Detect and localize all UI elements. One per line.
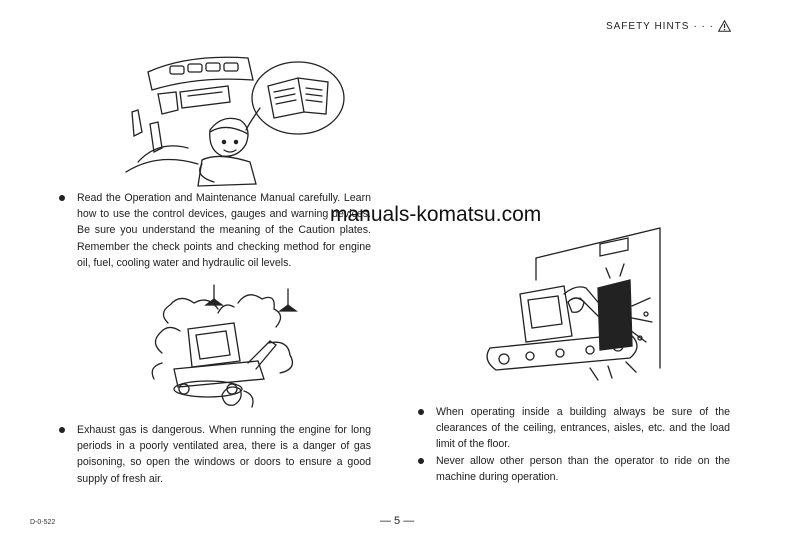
page-number: — 5 — — [380, 515, 415, 527]
document-code: D-0-522 — [30, 519, 56, 526]
illustration-exhaust-gas — [148, 283, 308, 415]
illustration-excavator-in-building — [480, 218, 680, 390]
safety-hint-manual — [59, 190, 371, 271]
safety-hint-exhaust — [59, 422, 371, 487]
header-title: SAFETY HINTS — [605, 20, 690, 32]
bullet-marker — [59, 427, 65, 433]
watermark: manuals-komatsu.com — [330, 203, 542, 226]
bullet-item — [418, 404, 730, 453]
hint-text-rider: Never allow other person than the operator to ride on the machine during operation. — [436, 454, 730, 483]
bullet-item — [59, 190, 371, 271]
bullet-item — [59, 422, 371, 487]
hint-text-exhaust: Exhaust gas is dangerous. When running the engine for long periods in a poorly ventilated area, there is a danger of gas poisoning, so open the windows or doors to ensure a good supply of fresh air. — [77, 424, 371, 485]
hint-text-manual: Read the Operation and Maintenance Manual carefully. Learn how to use the control devices, gauges and warning devices. Be sure you understand the meaning of the Caution plates. Remember the check points and checking method for engine oil, fuel, cooling water and hydraulic oil levels. — [77, 192, 371, 269]
bullet-marker — [59, 195, 65, 201]
hint-text-building: When operating inside a building always be sure of the clearances of the ceiling, entrances, aisles, etc. and the load limit of the floor. — [436, 406, 730, 451]
bullet-marker — [418, 458, 424, 464]
bullet-item — [418, 453, 730, 485]
warning-triangle-icon — [718, 20, 731, 32]
page-header — [606, 20, 731, 32]
illustration-operator-reading-manual — [118, 52, 348, 187]
header-dots: · · · — [693, 20, 714, 32]
safety-hints-building — [418, 404, 730, 485]
bullet-marker — [418, 409, 424, 415]
